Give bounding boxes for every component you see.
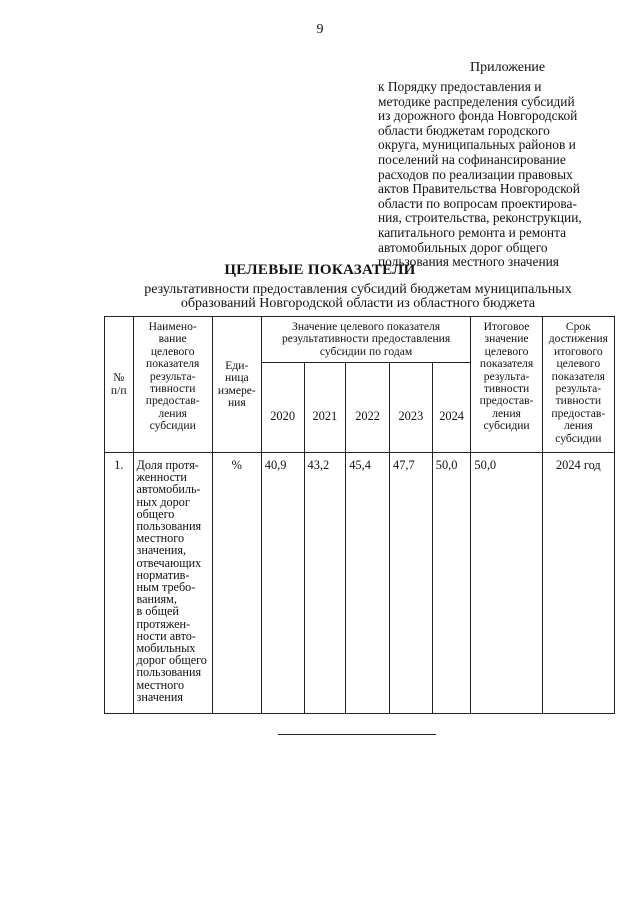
appendix-line: округа, муниципальных районов и [378,137,576,153]
header-year: 2023 [390,363,433,453]
header-year: 2024 [432,363,471,453]
header-num: № п/п [105,317,134,453]
header-year: 2022 [346,363,390,453]
row-value: 43,2 [304,453,346,714]
appendix-line: автомобильных дорог общего [378,239,548,255]
row-value: 40,9 [261,453,304,714]
row-final-value: 50,0 [471,453,542,714]
header-final-value: Итоговое значение целевого показателя результа- тивности предостав- ления субсидии [471,317,542,453]
appendix-line: методике распределения субсидий [378,93,575,109]
appendix-line: из дорожного фонда Новгородской [378,108,578,124]
appendix-line: к Порядку предоставления и [378,79,542,94]
header-year: 2021 [304,363,346,453]
row-indicator-name: Доля протя- женности автомобиль- ных дорог общего пользования местного значения, отвечающих норматив- ным требо- ваниям, в общей протяжен- ности авто- мобильных дорог общего пользования местного значения [133,453,212,714]
row-value: 50,0 [432,453,471,714]
appendix-line: поселений на софинансирование [378,151,566,167]
appendix-line: капитального ремонта и ремонта [378,224,567,240]
header-indicator-name: Наимено- вание целевого показателя результа- тивности предостав- ления субсидии [133,317,212,453]
subtitle-line: образований Новгородской области из областного бюджета [180,296,536,311]
appendix-line: области бюджетам городского [378,122,550,138]
footer-divider [278,734,436,735]
document-subtitle [0,283,640,311]
appendix-heading: Приложение [470,60,546,75]
appendix-description [378,80,618,270]
row-deadline: 2024 год [542,453,614,714]
appendix-line: актов Правительства Новгородской [378,181,580,197]
row-value: 45,4 [346,453,390,714]
appendix-line: области по вопросам проектирова- [378,195,577,211]
row-value: 47,7 [390,453,433,714]
table-row [105,453,615,714]
header-year: 2020 [261,363,304,453]
document-title: ЦЕЛЕВЫЕ ПОКАЗАТЕЛИ [224,262,416,278]
appendix-line: расходов по реализации правовых [378,166,573,182]
table-header-row [105,317,615,363]
appendix-line: пользования местного значения [378,254,559,270]
header-unit: Еди- ница измере- ния [212,317,261,453]
indicators-table [104,316,615,714]
row-unit: % [212,453,261,714]
row-num: 1. [105,453,134,714]
header-values-by-year: Значение целевого показателя результативности предоставления субсидии по годам [261,317,471,363]
appendix-line: ния, строительства, реконструкции, [378,210,582,226]
header-deadline: Срок достижения итогового целевого показателя результа- тивности предостав- ления субсидии [542,317,614,453]
subtitle-line: результативности предоставления субсидий бюджетам муниципальных [144,282,572,297]
page-number: 9 [316,22,324,37]
